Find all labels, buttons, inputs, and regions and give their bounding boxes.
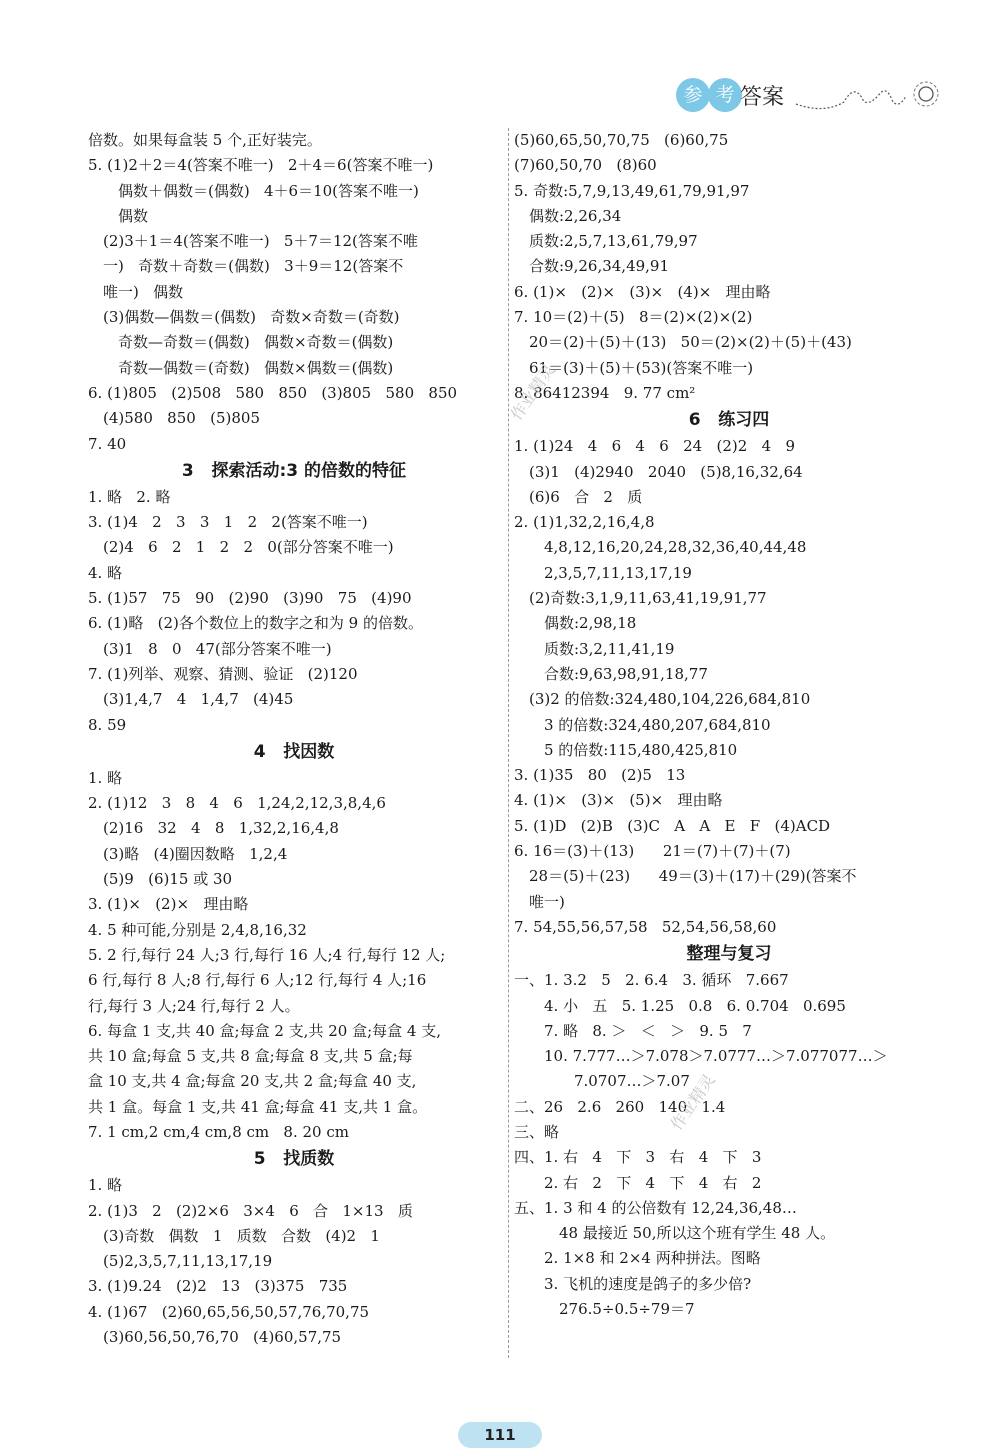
answer-line: 盒 10 支,共 4 盒;每盒 20 支,共 2 盒;每盒 40 支, [88, 1072, 417, 1091]
answer-line: 唯一) [529, 892, 565, 911]
answer-line: 3. (1)35 80 (2)5 13 [514, 766, 686, 785]
answer-line: 4. 5 种可能,分别是 2,4,8,16,32 [88, 920, 307, 939]
answer-line: 1. 略 2. 略 [88, 487, 171, 506]
answer-line: 276.5÷0.5÷79＝7 [559, 1300, 695, 1319]
answer-line: 5 的倍数:115,480,425,810 [544, 740, 738, 759]
answer-line: 一、1. 3.2 5 2. 6.4 3. 循环 7.667 [514, 971, 789, 990]
answer-line: (5)60,65,50,70,75 (6)60,75 [514, 131, 729, 149]
answer-line: 偶数:2,98,18 [544, 614, 637, 633]
answer-line: (2)3＋1＝4(答案不唯一) 5＋7＝12(答案不唯 [103, 232, 418, 251]
answer-line: 偶数＋偶数＝(偶数) 4＋6＝10(答案不唯一) [118, 181, 419, 200]
answer-line: 二、26 2.6 260 140 1.4 [514, 1097, 726, 1116]
answer-line: (3)偶数—偶数＝(偶数) 奇数×奇数＝(奇数) [103, 308, 400, 327]
answer-line: 7. 54,55,56,57,58 52,54,56,58,60 [514, 917, 777, 936]
answer-line: 8. 86412394 9. 77 cm² [514, 383, 696, 402]
left-column [88, 128, 500, 1350]
answer-line: 五、1. 3 和 4 的公倍数有 12,24,36,48… [514, 1198, 797, 1217]
section-heading: 5 找质数 [253, 1149, 335, 1170]
answer-line: 质数:2,5,7,13,61,79,97 [529, 232, 698, 251]
answer-line: 1. 略 [88, 1176, 123, 1195]
watermark: 作业精灵 [666, 1070, 719, 1134]
answer-line: 7. 10＝(2)＋(5) 8＝(2)×(2)×(2) [514, 308, 753, 327]
answer-line: 6. 16＝(3)＋(13) 21＝(7)＋(7)＋(7) [514, 842, 791, 861]
answer-line: 7. 略 8. ＞ ＜ ＞ 9. 5 7 [544, 1021, 752, 1040]
answer-line: 偶数:2,26,34 [529, 206, 622, 225]
answer-line: (3)60,56,50,76,70 (4)60,57,75 [103, 1328, 342, 1347]
answer-line: 61＝(3)＋(5)＋(53)(答案不唯一) [529, 358, 754, 377]
answer-line: 2. 右 2 下 4 下 4 右 2 [544, 1173, 762, 1192]
answer-line: 4,8,12,16,20,24,28,32,36,40,44,48 [544, 538, 807, 557]
answer-line: 5. 奇数:5,7,9,13,49,61,79,91,97 [514, 181, 750, 200]
answer-line: 奇数—奇数＝(偶数) 偶数×奇数＝(偶数) [118, 333, 394, 352]
answer-line: 1. (1)24 4 6 4 6 24 (2)2 4 9 [514, 437, 795, 456]
answer-line: 1. 略 [88, 768, 123, 787]
answer-line: 10. 7.777…＞7.078＞7.0777…＞7.077077…＞ [544, 1047, 888, 1066]
answer-line: (2)16 32 4 8 1,32,2,16,4,8 [103, 819, 339, 838]
answer-line: 3. (1)4 2 3 3 1 2 2(答案不唯一) [88, 513, 368, 532]
answer-line: 三、略 [514, 1122, 560, 1141]
answer-line: 7. 40 [88, 434, 127, 453]
badge-title: 答案 [740, 85, 785, 110]
answer-line: 7.0707…＞7.07 [574, 1072, 690, 1091]
answer-line: 48 最接近 50,所以这个班有学生 48 人。 [559, 1224, 836, 1243]
answer-line: 8. 59 [88, 715, 127, 734]
answer-line: 唯一) 偶数 [103, 282, 184, 301]
answer-line: (3)1 8 0 47(部分答案不唯一) [103, 639, 332, 658]
answer-line: 7. (1)列举、观察、猜测、验证 (2)120 [88, 664, 358, 683]
watermark: 作业精灵 [506, 360, 559, 424]
column-divider [508, 128, 509, 1358]
badge-char-2: 考 [708, 78, 742, 112]
answer-line: 共 1 盒。每盒 1 支,共 41 盒;每盒 41 支,共 1 盒。 [88, 1097, 428, 1116]
answer-line: 4. (1)× (3)× (5)× 理由略 [514, 791, 723, 810]
answer-line: (3)奇数 偶数 1 质数 合数 (4)2 1 [103, 1226, 380, 1245]
answer-line: (2)奇数:3,1,9,11,63,41,19,91,77 [529, 589, 767, 608]
answer-line: 5. (1)D (2)B (3)C A A E F (4)ACD [514, 816, 831, 835]
decorative-swirl-icon [794, 74, 946, 118]
answer-line: (3)1 (4)2940 2040 (5)8,16,32,64 [529, 462, 803, 481]
answer-line: 倍数。如果每盒装 5 个,正好装完。 [88, 131, 322, 149]
answer-line: 2,3,5,7,11,13,17,19 [544, 563, 692, 582]
answer-line: (2)4 6 2 1 2 2 0(部分答案不唯一) [103, 538, 394, 557]
answer-line: (5)9 (6)15 或 30 [103, 870, 233, 889]
answer-line: 2. (1)12 3 8 4 6 1,24,2,12,3,8,4,6 [88, 794, 386, 813]
answer-line: 4. 小 五 5. 1.25 0.8 6. 0.704 0.695 [544, 996, 846, 1015]
answer-line: 共 10 盒;每盒 5 支,共 8 盒;每盒 8 支,共 5 盒;每 [88, 1047, 413, 1066]
answer-line: 4. (1)67 (2)60,65,56,50,57,76,70,75 [88, 1302, 370, 1321]
answer-line: 行,每行 3 人;24 行,每行 2 人。 [88, 996, 300, 1015]
answer-line: 2. (1)3 2 (2)2×6 3×4 6 合 1×13 质 [88, 1201, 413, 1220]
answer-line: 四、1. 右 4 下 3 右 4 下 3 [514, 1148, 762, 1167]
answer-line: 3. (1)× (2)× 理由略 [88, 895, 249, 914]
answer-line: 6. (1)× (2)× (3)× (4)× 理由略 [514, 282, 771, 301]
answer-line: (7)60,50,70 (8)60 [514, 156, 657, 175]
answer-line: 6. (1)略 (2)各个数位上的数字之和为 9 的倍数。 [88, 614, 423, 633]
answer-line: 2. 1×8 和 2×4 两种拼法。图略 [544, 1249, 761, 1268]
answer-line: 6. (1)805 (2)508 580 850 (3)805 580 850 [88, 383, 458, 402]
answer-line: 合数:9,63,98,91,18,77 [544, 664, 708, 683]
section-heading: 6 练习四 [688, 410, 770, 431]
answer-line: 7. 1 cm,2 cm,4 cm,8 cm 8. 20 cm [88, 1122, 349, 1141]
page-number: 111 [458, 1422, 542, 1448]
answer-line: (3)1,4,7 4 1,4,7 (4)45 [103, 690, 294, 709]
answer-line: 质数:3,2,11,41,19 [544, 639, 675, 658]
answer-line: 奇数—偶数＝(奇数) 偶数×偶数＝(偶数) [118, 358, 394, 377]
badge-char-1: 参 [676, 78, 710, 112]
answer-line: 一) 奇数＋奇数＝(偶数) 3＋9＝12(答案不 [103, 257, 404, 276]
answer-line: 6 行,每行 8 人;8 行,每行 6 人;12 行,每行 4 人;16 [88, 971, 427, 990]
answer-line: 6. 每盒 1 支,共 40 盒;每盒 2 支,共 20 盒;每盒 4 支, [88, 1021, 441, 1040]
answer-line: 3. 飞机的速度是鸽子的多少倍? [544, 1274, 752, 1293]
answer-line: 5. 2 行,每行 24 人;3 行,每行 16 人;4 行,每行 12 人; [88, 945, 446, 964]
answer-line: 20＝(2)＋(5)＋(13) 50＝(2)×(2)＋(5)＋(43) [529, 333, 852, 352]
answers-header-badge [676, 74, 946, 122]
answer-line: (4)580 850 (5)805 [103, 409, 260, 428]
answer-line: 3. (1)9.24 (2)2 13 (3)375 735 [88, 1277, 348, 1296]
answer-line: 偶数 [118, 206, 149, 225]
answer-line: 5. (1)57 75 90 (2)90 (3)90 75 (4)90 [88, 589, 412, 608]
answer-line: (6)6 合 2 质 [529, 487, 643, 506]
answer-line: 合数:9,26,34,49,91 [529, 257, 670, 276]
section-heading: 4 找因数 [253, 741, 335, 762]
section-heading: 整理与复习 [686, 944, 772, 965]
answer-line: 3 的倍数:324,480,207,684,810 [544, 715, 771, 734]
answer-line: (3)略 (4)圈因数略 1,2,4 [103, 844, 288, 863]
right-column [514, 128, 944, 1322]
answer-line: 5. (1)2＋2＝4(答案不唯一) 2＋4＝6(答案不唯一) [88, 156, 434, 175]
section-heading: 3 探索活动:3 的倍数的特征 [181, 460, 407, 481]
answer-line: 28＝(5)＋(23) 49＝(3)＋(17)＋(29)(答案不 [529, 867, 857, 886]
answer-line: 2. (1)1,32,2,16,4,8 [514, 513, 655, 532]
answer-line: (5)2,3,5,7,11,13,17,19 [103, 1252, 273, 1271]
answer-line: (3)2 的倍数:324,480,104,226,684,810 [529, 690, 811, 709]
answer-line: 4. 略 [88, 563, 123, 582]
